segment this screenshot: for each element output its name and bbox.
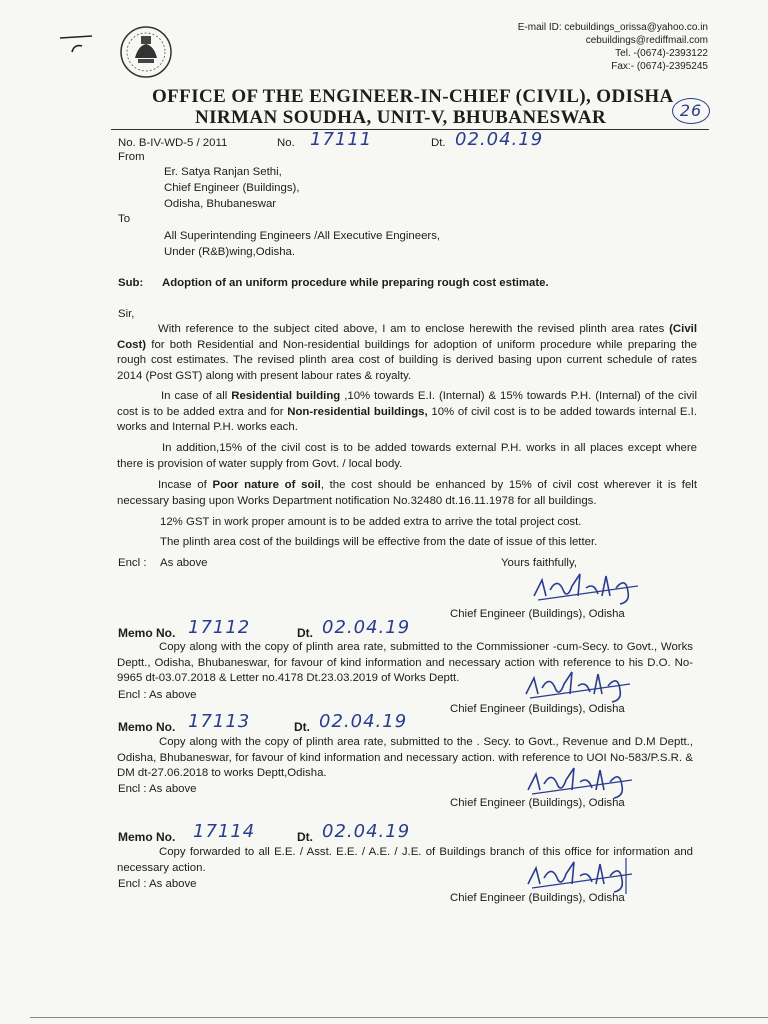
- memo-2-body: Copy along with the copy of plinth area rate, submitted to the . Secy. to Govt., Revenue and D.M Deptt., Odisha, Bhubaneswar, for favour of kind information and necessary action. with reference to UOI No-583/P.S.R. & DM dt-27.06.2018 to works Deptt,Odisha.: [117, 736, 693, 779]
- enclosure-value: As above: [160, 557, 208, 569]
- email-line-2: cebuildings@rediffmail.com: [585, 35, 708, 46]
- email-line-1: E-mail ID: cebuildings_orissa@yahoo.co.in: [517, 22, 708, 33]
- page-number-text: 26: [679, 101, 703, 120]
- paragraph-2-text-end: 10% of civil cost is to be added towards internal E.I. works and Internal P.H. works each.: [117, 405, 698, 433]
- from-label: From: [118, 151, 145, 163]
- margin-mark-icon: [58, 34, 98, 61]
- memo-2-signatory-title: Chief Engineer (Buildings), Odisha: [450, 797, 625, 809]
- memo-3-date-handwritten: 02.04.19: [322, 821, 411, 842]
- page-number-mark: [672, 98, 710, 124]
- sender-place: Odisha, Bhubaneswar: [164, 198, 277, 210]
- page-bottom-edge: [30, 1017, 768, 1018]
- paragraph-1-text-cont: for both Residential and Non-residential buildings for adoption of uniform procedure while preparing the rough cost estimates. The revised plinth area cost of building is derived basing upon current schedule of rates 2014 (Post GST) along with present labour rates & royalty.: [117, 338, 697, 382]
- memo-3-enclosure: Encl : As above: [118, 878, 197, 890]
- closing: Yours faithfully,: [501, 557, 577, 569]
- paragraph-plinth-rates: [117, 322, 697, 384]
- salutation: Sir,: [118, 308, 135, 320]
- memo-1-number-handwritten: 17112: [188, 617, 251, 638]
- memo-3-label: Memo No.: [118, 830, 176, 844]
- paragraph-2-text: In case of all: [161, 390, 232, 402]
- memo-2-enclosure: Encl : As above: [118, 783, 197, 795]
- sender-name: Er. Satya Ranjan Sethi,: [164, 166, 282, 178]
- office-title: OFFICE OF THE ENGINEER-IN-CHIEF (CIVIL), ODISHA: [152, 86, 674, 107]
- memo-1-signatory-title: Chief Engineer (Buildings), Odisha: [450, 703, 625, 715]
- memo-1-label: Memo No.: [118, 626, 176, 640]
- recipient-line-1: All Superintending Engineers /All Executive Engineers,: [164, 230, 441, 242]
- memo-2-label: Memo No.: [118, 720, 176, 734]
- office-address: NIRMAN SOUDHA, UNIT-V, BHUBANESWAR: [195, 107, 607, 128]
- handwritten-signature: [528, 566, 648, 610]
- memo-1-enclosure: Encl : As above: [118, 689, 197, 701]
- paragraph-1-text: With reference to the subject cited above, I am to enclose herewith the revised plinth area rates: [158, 323, 670, 335]
- memo-3-date-label: Dt.: [297, 830, 313, 844]
- paragraph-4-text: Incase of: [158, 479, 213, 491]
- file-number: No. B-IV-WD-5 / 2011: [118, 137, 228, 149]
- memo-1-date-label: Dt.: [297, 626, 313, 640]
- letter-no-handwritten: 17111: [310, 129, 373, 150]
- signatory-title: Chief Engineer (Buildings), Odisha: [450, 608, 625, 620]
- letter-date-label: Dt.: [431, 137, 446, 149]
- to-label: To: [118, 213, 131, 225]
- paragraph-2-bold-residential: Residential building: [231, 390, 341, 402]
- memo-2-number-handwritten: 17113: [188, 711, 251, 732]
- paragraph-residential: [117, 389, 697, 436]
- telephone: Tel. -(0674)-2393122: [615, 48, 708, 59]
- memo-1-date-handwritten: 02.04.19: [322, 617, 411, 638]
- memo-2-date-label: Dt.: [294, 720, 310, 734]
- sender-designation: Chief Engineer (Buildings),: [164, 182, 300, 194]
- letter-date-handwritten: 02.04.19: [455, 129, 544, 150]
- memo-2-date-handwritten: 02.04.19: [319, 711, 408, 732]
- paragraph-2-text-cont: ,10% towards E.I. (Internal) & 15% towards P.H. (Internal) of the civil cost is to be added extra and for: [117, 390, 697, 418]
- recipient-line-2: Under (R&B)wing,Odisha.: [164, 246, 296, 258]
- handwritten-signature: [520, 664, 640, 708]
- paragraph-external-ph: In addition,15% of the civil cost is to be added towards external P.H. works in all places except where there is provision of water supply from Govt. / local body.: [117, 442, 697, 470]
- state-emblem-logo: [118, 24, 174, 85]
- paragraph-gst: 12% GST in work proper amount is to be added extra to arrive the total project cost.: [160, 516, 582, 528]
- paragraph-effective-date: The plinth area cost of the buildings will be effective from the date of issue of this letter.: [160, 536, 598, 548]
- fax: Fax:- (0674)-2395245: [611, 61, 708, 72]
- memo-3-body: Copy forwarded to all E.E. / Asst. E.E. / A.E. / J.E. of Buildings branch of this office for information and necessary action.: [117, 846, 693, 874]
- letter-no-label: No.: [277, 137, 295, 149]
- paragraph-4-bold: Poor nature of soil: [212, 479, 321, 491]
- memo-3-signatory-title: Chief Engineer (Buildings), Odisha: [450, 892, 625, 904]
- paragraph-1-bold: (Civil Cost): [117, 323, 697, 351]
- memo-1-body: Copy along with the copy of plinth area rate, submitted to the Commissioner -cum-Secy. to Govt., Works Deptt., Odisha, Bhubaneswar, for favour of kind information and necessary action with reference to his D.O. No-9965 dt-03.07.2018 & Letter no.4178 Dt.23.03.2019 of Works Deptt.: [117, 641, 693, 684]
- paragraph-poor-soil: [117, 478, 697, 509]
- paragraph-2-bold-nonresidential: Non-residential buildings,: [287, 405, 428, 418]
- subject-text: Adoption of an uniform procedure while preparing rough cost estimate.: [162, 277, 549, 289]
- memo-3-number-handwritten: 17114: [193, 821, 256, 842]
- header-rule: [111, 129, 709, 130]
- enclosure-label: Encl :: [118, 557, 147, 569]
- paragraph-4-text-cont: , the cost should be enhanced by 15% of civil cost wherever it is felt necessary basing upon Works Department notification No.32480 dt.16.11.1978 for all buildings.: [117, 479, 698, 507]
- subject-label: Sub:: [118, 277, 144, 289]
